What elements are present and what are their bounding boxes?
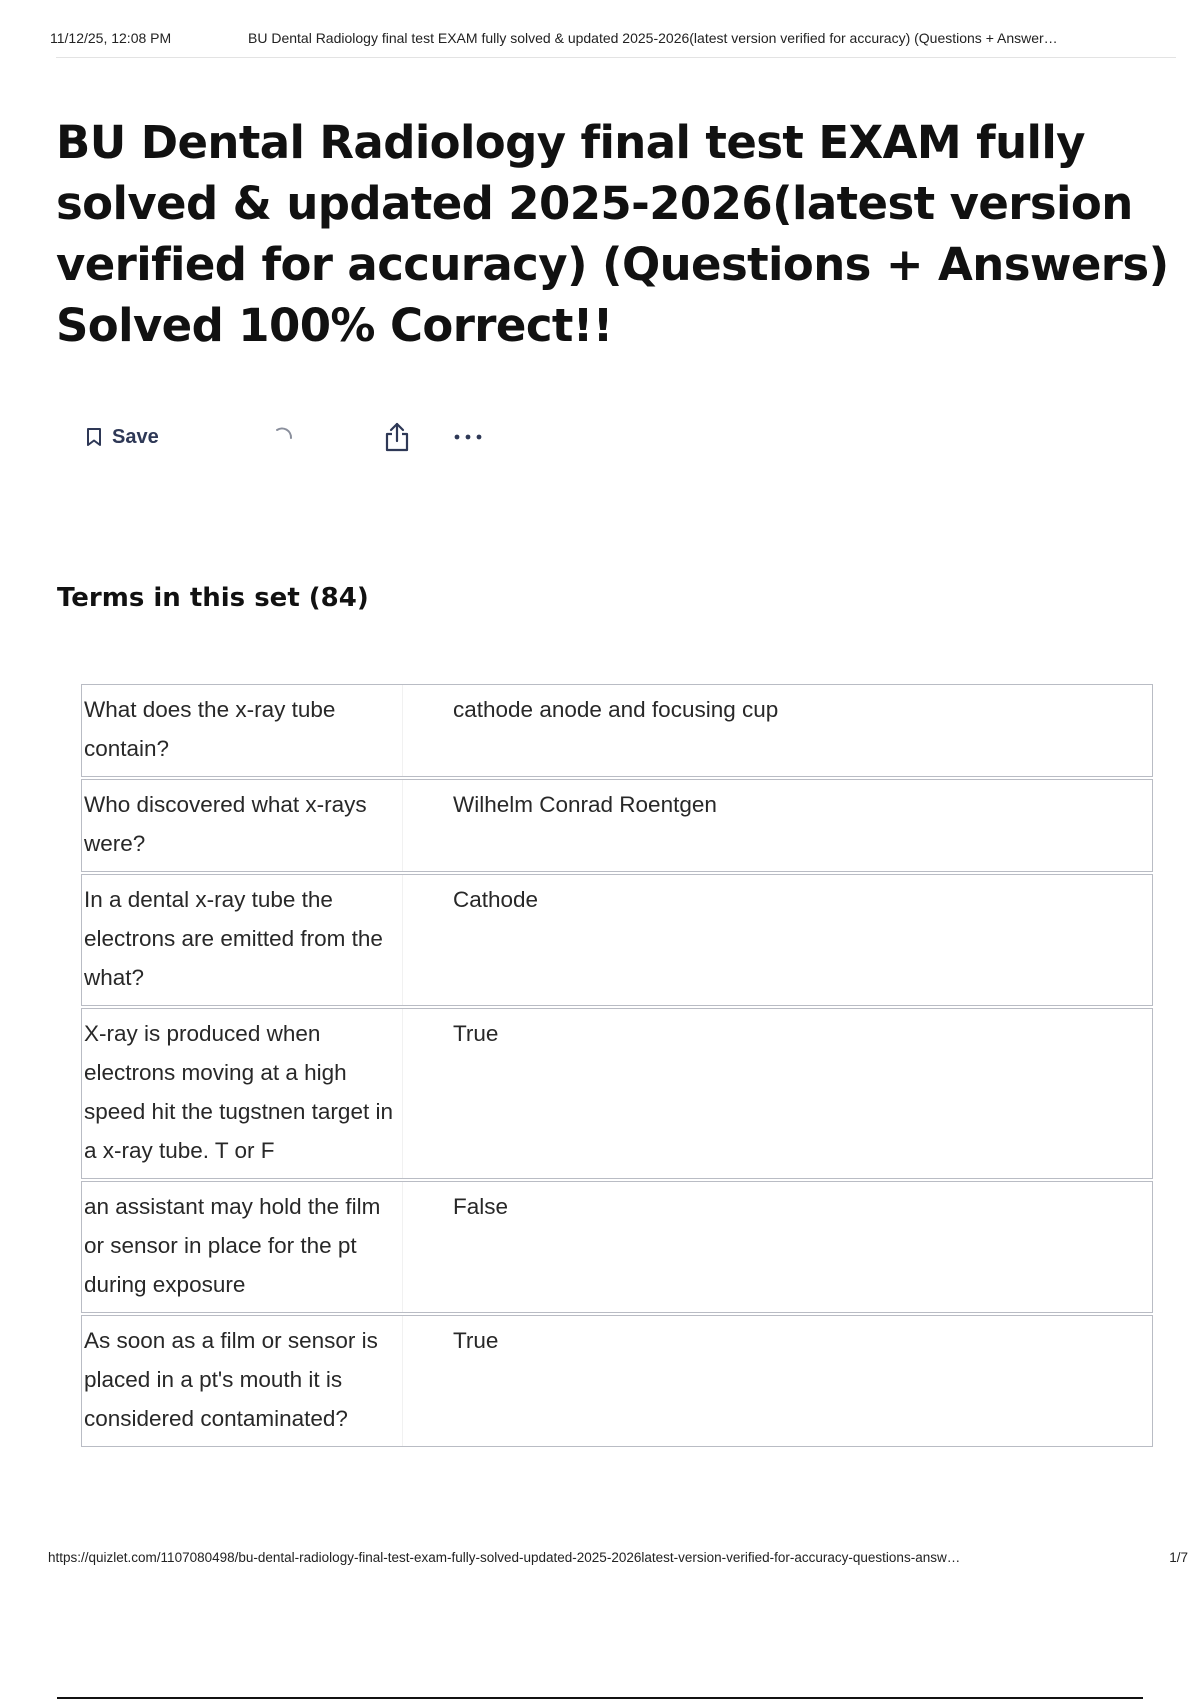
table-row	[81, 779, 1153, 872]
action-bar	[86, 420, 483, 454]
bookmark-icon	[86, 427, 102, 447]
page-number: 1/7	[1169, 1550, 1188, 1565]
term-text: X-ray is produced when electrons moving at a high speed hit the tugstnen target in a x-ray tube. T or F	[82, 1009, 403, 1178]
more-icon[interactable]	[453, 433, 483, 441]
save-label: Save	[112, 425, 159, 448]
footer-url: https://quizlet.com/1107080498/bu-dental-radiology-final-test-exam-fully-solved-updated-2025-2026latest-version-verified-for-accuracy-questions-answ…	[48, 1550, 961, 1565]
page-break-rule	[57, 1697, 1143, 1699]
terms-heading: Terms in this set (84)	[57, 583, 369, 613]
table-row	[81, 1008, 1153, 1179]
share-icon[interactable]	[383, 421, 411, 453]
header-divider	[56, 57, 1176, 58]
save-button[interactable]	[86, 426, 159, 449]
definition-text: cathode anode and focusing cup	[453, 697, 779, 722]
spinner-icon	[271, 425, 295, 449]
definition-text: Cathode	[453, 887, 539, 912]
term-text: As soon as a film or sensor is placed in a pt's mouth it is considered contaminated?	[82, 1316, 403, 1446]
definition-text: True	[453, 1021, 499, 1046]
table-row	[81, 1315, 1153, 1447]
definition-text: Wilhelm Conrad Roentgen	[453, 792, 717, 817]
term-text: What does the x-ray tube contain?	[82, 685, 403, 776]
definition-text: False	[453, 1194, 509, 1219]
term-text: an assistant may hold the film or sensor in place for the pt during exposure	[82, 1182, 403, 1312]
page-title: BU Dental Radiology final test EXAM fully solved & updated 2025-2026(latest version verified for accuracy) (Questions + Answers) Solved 100% Correct!!	[56, 116, 1169, 352]
print-footer	[48, 1550, 1188, 1565]
table-row	[81, 874, 1153, 1006]
term-text: Who discovered what x-rays were?	[82, 780, 403, 871]
print-header-title: BU Dental Radiology final test EXAM fully solved & updated 2025-2026(latest version verified for accuracy) (Questions + Answer…	[248, 30, 1058, 46]
print-datetime: 11/12/25, 12:08 PM	[50, 30, 172, 46]
print-header	[50, 30, 1180, 46]
terms-table	[81, 684, 1153, 1449]
definition-text: True	[453, 1328, 499, 1353]
table-row	[81, 684, 1153, 777]
table-row	[81, 1181, 1153, 1313]
term-text: In a dental x-ray tube the electrons are emitted from the what?	[82, 875, 403, 1005]
